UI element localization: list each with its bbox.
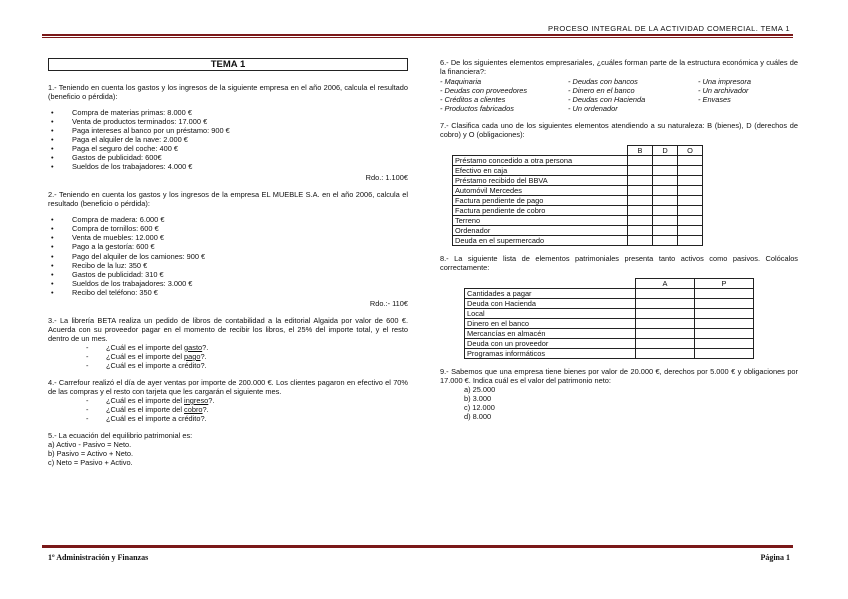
table-row — [453, 166, 703, 176]
question-5-option: c) Neto = Pasivo + Activo. — [48, 458, 133, 468]
question-2 — [48, 190, 408, 307]
classification-table-bdo — [452, 145, 703, 246]
q2-item: • Pago del alquiler de los camiones: 900 € — [48, 252, 408, 261]
question-6-option: - Deudas con proveedores — [440, 86, 528, 96]
table-answer-cell — [653, 166, 678, 176]
table-answer-cell — [678, 226, 703, 236]
table-answer-cell — [636, 289, 695, 299]
table-column-header: A — [636, 279, 695, 289]
table-answer-cell — [628, 236, 653, 246]
question-5-option: a) Activo - Pasivo = Neto. — [48, 440, 132, 450]
table-answer-cell — [653, 156, 678, 166]
table-row — [465, 299, 754, 309]
table-row-label: Terreno — [453, 216, 628, 226]
table-answer-cell — [653, 196, 678, 206]
right-column — [440, 58, 798, 422]
classification-table-ap — [464, 278, 754, 359]
table-answer-cell — [628, 176, 653, 186]
table-row — [465, 349, 754, 359]
q3-subquestion-post: ?. — [202, 342, 209, 352]
table-corner-cell — [453, 146, 628, 156]
table-answer-cell — [653, 236, 678, 246]
tema-title: TEMA 1 — [48, 58, 408, 71]
q4-subquestion — [86, 396, 408, 405]
question-6 — [440, 58, 798, 113]
table-row-label: Efectivo en caja — [453, 166, 628, 176]
table-answer-cell — [636, 349, 695, 359]
header-rule — [42, 34, 793, 36]
question-7 — [440, 121, 798, 246]
table-row — [465, 319, 754, 329]
q2-item: • Gastos de publicidad: 310 € — [48, 270, 408, 279]
q4-subquestion-post: ?. — [202, 404, 209, 414]
question-1-result: Rdo.: 1.100€ — [365, 173, 408, 183]
table-row-label: Programas informáticos — [465, 349, 636, 359]
q3-subquestion — [86, 361, 408, 370]
table-answer-cell — [653, 186, 678, 196]
q3-subquestion-pre: ¿Cuál es el importe del — [106, 342, 185, 352]
question-3-text: 3.- La librería BETA realiza un pedido de libros de contabilidad a la editorial Algaida por valor de 600 €. Acuerda con su proveedor pagar en el momento de recibir los libros, el 25% del importe total, y el resto dentro de un mes. — [48, 315, 408, 343]
table-row-label: Cantidades a pagar — [465, 289, 636, 299]
question-9-option: c) 12.000 — [464, 403, 495, 413]
question-6-option: - Un ordenador — [568, 104, 618, 114]
q4-subquestion — [86, 405, 408, 414]
table-answer-cell — [695, 319, 754, 329]
table-row — [453, 226, 703, 236]
question-9-option: b) 3.000 — [464, 394, 492, 404]
footer-rule — [42, 545, 793, 548]
question-9 — [440, 367, 798, 421]
table-row — [453, 176, 703, 186]
q4-subquestion-pre: ¿Cuál es el importe del — [106, 395, 185, 405]
table-answer-cell — [695, 289, 754, 299]
table-answer-cell — [628, 186, 653, 196]
table-row — [453, 186, 703, 196]
question-6-option: - Créditos a clientes — [440, 95, 506, 105]
table-answer-cell — [653, 176, 678, 186]
question-1-list — [48, 108, 408, 171]
question-7-text: 7.- Clasifica cada uno de los siguientes elementos atendiendo a su naturaleza: B (bienes), D (derechos de cobro) y O (obligaciones): — [440, 121, 798, 140]
table-row — [453, 216, 703, 226]
footer-page-number: Página 1 — [760, 553, 790, 562]
question-3 — [48, 316, 408, 370]
q1-item: • Paga el seguro del coche: 400 € — [48, 144, 408, 153]
q2-item: • Pago a la gestoría: 600 € — [48, 242, 408, 251]
q4-subquestion-post: ?. — [208, 395, 215, 405]
table-answer-cell — [636, 339, 695, 349]
question-4 — [48, 378, 408, 423]
q2-item: • Compra de tornillos: 600 € — [48, 224, 408, 233]
question-2-text: 2.- Teniendo en cuenta los gastos y los ingresos de la empresa EL MUEBLE S.A. en el año 2006, calcula el resultado (beneficio o pérdida): — [48, 190, 408, 209]
table-row-label: Dinero en el banco — [465, 319, 636, 329]
table-corner-cell — [465, 279, 636, 289]
table-row — [465, 289, 754, 299]
table-answer-cell — [636, 309, 695, 319]
table-row-label: Préstamo recibido del BBVA — [453, 176, 628, 186]
q4-subquestion-pre: ¿Cuál es el importe a crédito?. — [106, 414, 207, 423]
table-row — [453, 206, 703, 216]
table-answer-cell — [636, 329, 695, 339]
question-1-text: 1.- Teniendo en cuenta los gastos y los ingresos de la siguiente empresa en el año 2006, calcula el resultado (beneficio o pérdida): — [48, 83, 408, 102]
question-4-list — [48, 396, 408, 423]
q1-item: • Gastos de publicidad: 600€ — [48, 153, 408, 162]
table-answer-cell — [678, 236, 703, 246]
table-row-label: Deuda en el supermercado — [453, 236, 628, 246]
question-4-text: 4.- Carrefour realizó el día de ayer ventas por importe de 200.000 €. Los clientes pagaron en efectivo el 70% de las compras y el resto con tarjeta que les cargarán el siguiente mes. — [48, 377, 408, 396]
table-column-header: D — [653, 146, 678, 156]
q3-subquestion-pre: ¿Cuál es el importe del — [106, 351, 185, 361]
table-answer-cell — [678, 166, 703, 176]
table-row — [465, 309, 754, 319]
table-answer-cell — [678, 206, 703, 216]
question-6-option: - Envases — [698, 95, 731, 105]
q2-item: • Recibo de la luz: 350 € — [48, 261, 408, 270]
question-6-text: 6.- De los siguientes elementos empresariales, ¿cuáles forman parte de la estructura económica y cuáles de la financiera?: — [440, 58, 798, 77]
question-6-option: - Deudas con bancos — [568, 77, 638, 87]
table-row-label: Factura pendiente de cobro — [453, 206, 628, 216]
table-column-header: O — [678, 146, 703, 156]
table-answer-cell — [695, 299, 754, 309]
table-answer-cell — [678, 176, 703, 186]
question-9-option: d) 8.000 — [464, 412, 492, 422]
table-row-label: Local — [465, 309, 636, 319]
question-6-option — [698, 104, 798, 113]
q2-item: • Compra de madera: 6.000 € — [48, 215, 408, 224]
table-answer-cell — [678, 156, 703, 166]
q4-subquestion-u: cobro — [184, 404, 203, 414]
table-row — [465, 329, 754, 339]
q1-item: • Paga intereses al banco por un préstamo: 900 € — [48, 126, 408, 135]
table-answer-cell — [628, 166, 653, 176]
table-row-label: Factura pendiente de pago — [453, 196, 628, 206]
left-column — [48, 58, 408, 475]
table-row-label: Deuda con Hacienda — [465, 299, 636, 309]
question-5-text: 5.- La ecuación del equilibrio patrimonial es: — [48, 431, 193, 441]
question-3-list — [48, 343, 408, 370]
table-row-label: Automóvil Mercedes — [453, 186, 628, 196]
q1-item: • Paga el alquiler de la nave: 2.000 € — [48, 135, 408, 144]
table-answer-cell — [695, 329, 754, 339]
table-column-header: B — [628, 146, 653, 156]
q3-subquestion — [86, 352, 408, 361]
question-2-list — [48, 215, 408, 296]
table-answer-cell — [678, 196, 703, 206]
table-answer-cell — [628, 156, 653, 166]
question-8-text: 8.- La siguiente lista de elementos patrimoniales presenta tanto activos como pasivos. Colócalos correctamente: — [440, 254, 798, 273]
q3-subquestion — [86, 343, 408, 352]
table-answer-cell — [653, 206, 678, 216]
table-answer-cell — [695, 339, 754, 349]
table-header-row — [453, 146, 703, 156]
table-row — [453, 156, 703, 166]
table-answer-cell — [628, 226, 653, 236]
q3-subquestion-pre: ¿Cuál es el importe a crédito?. — [106, 360, 207, 370]
question-9-text: 9.- Sabemos que una empresa tiene bienes por valor de 20.000 €, derechos por 5.000 € y obligaciones por 17.000 €. Indica cuál es el valor del patrimonio neto: — [440, 367, 798, 386]
table-answer-cell — [628, 206, 653, 216]
question-9-options — [440, 385, 798, 421]
table-answer-cell — [636, 299, 695, 309]
q2-item: • Venta de muebles: 12.000 € — [48, 233, 408, 242]
q1-item: • Venta de productos terminados: 17.000 € — [48, 117, 408, 126]
table-row-label: Mercancías en almacén — [465, 329, 636, 339]
table-answer-cell — [695, 349, 754, 359]
question-6-option: - Una impresora — [698, 77, 751, 87]
table-answer-cell — [628, 196, 653, 206]
question-8 — [440, 254, 798, 359]
table-answer-cell — [653, 216, 678, 226]
q3-subquestion-u: gasto — [184, 342, 203, 352]
table-row-label: Préstamo concedido a otra persona — [453, 156, 628, 166]
question-5 — [48, 431, 408, 467]
table-answer-cell — [678, 216, 703, 226]
q1-item: • Compra de materias primas: 8.000 € — [48, 108, 408, 117]
header-rule-thin — [42, 37, 793, 38]
table-row — [453, 236, 703, 246]
q3-subquestion-post: ?. — [200, 351, 207, 361]
footer-course: 1º Administración y Finanzas — [48, 553, 149, 562]
question-6-option: - Dinero en el banco — [568, 86, 635, 96]
question-6-option: - Deudas con Hacienda — [568, 95, 646, 105]
q3-subquestion-u: pago — [184, 351, 201, 361]
question-6-option: - Maquinaria — [440, 77, 482, 87]
question-6-option: - Un archivador — [698, 86, 749, 96]
table-header-row — [465, 279, 754, 289]
table-answer-cell — [678, 186, 703, 196]
q4-subquestion — [86, 414, 408, 423]
table-answer-cell — [636, 319, 695, 329]
q2-item: • Sueldos de los trabajadores: 3.000 € — [48, 279, 408, 288]
q1-item: • Sueldos de los trabajadores: 4.000 € — [48, 162, 408, 171]
q2-item: • Recibo del teléfono: 350 € — [48, 288, 408, 297]
question-1 — [48, 83, 408, 182]
question-6-option: - Productos fabricados — [440, 104, 514, 114]
q4-subquestion-u: ingreso — [184, 395, 209, 405]
question-2-result: Rdo.:- 110€ — [369, 298, 408, 308]
question-5-option: b) Pasivo = Activo + Neto. — [48, 449, 134, 459]
table-row — [453, 196, 703, 206]
table-answer-cell — [695, 309, 754, 319]
table-row-label: Ordenador — [453, 226, 628, 236]
table-column-header: P — [695, 279, 754, 289]
question-6-options — [440, 77, 798, 113]
table-answer-cell — [653, 226, 678, 236]
table-answer-cell — [628, 216, 653, 226]
q4-subquestion-pre: ¿Cuál es el importe del — [106, 404, 185, 414]
question-9-option: a) 25.000 — [464, 385, 496, 395]
table-row — [465, 339, 754, 349]
page-header-title: PROCESO INTEGRAL DE LA ACTIVIDAD COMERCIAL. TEMA 1 — [548, 24, 790, 33]
table-row-label: Deuda con un proveedor — [465, 339, 636, 349]
